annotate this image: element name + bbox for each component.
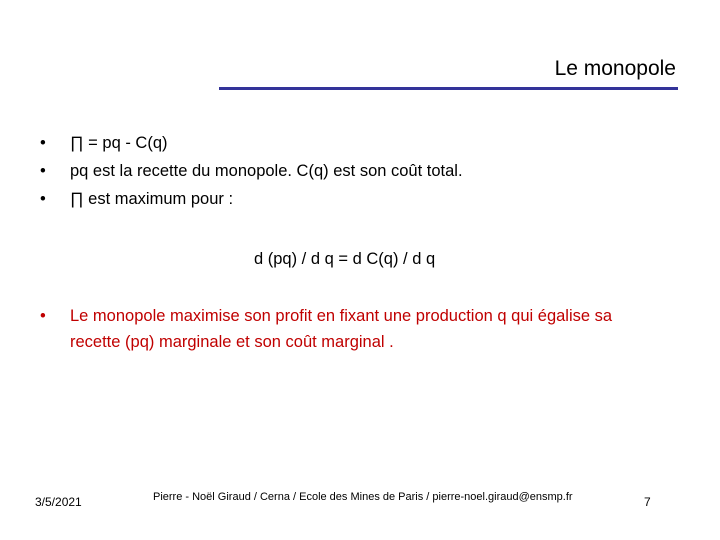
bullet-item-maximum [40,185,463,213]
bullet-list [40,129,463,213]
bullet-dot-icon: • [40,190,46,208]
footer-author: Pierre - Noël Giraud / Cerna / Ecole des Mines de Paris / pierre-noel.giraud@ensmp.fr [153,491,573,503]
bullet-item-profit [40,129,463,157]
bullet-dot-icon: • [40,134,46,152]
bullet-dot-icon: • [40,162,46,180]
conclusion-text: Le monopole maximise son profit en fixant une production q qui égalise sa recette (pq) marginale et son coût marginal . [70,307,613,351]
footer-date: 3/5/2021 [35,495,82,509]
title-underline [219,87,678,90]
slide-title: Le monopole [554,57,676,80]
equation: d (pq) / d q = d C(q) / d q [254,250,436,268]
page-number: 7 [644,495,651,509]
conclusion-list [40,303,660,355]
bullet-item-revenue [40,157,463,185]
bullet-dot-icon: • [40,307,46,325]
bullet-text: ∏ est maximum pour : [70,190,234,208]
conclusion-item [40,303,660,355]
bullet-text: ∏ = pq - C(q) [70,134,168,152]
bullet-text: pq est la recette du monopole. C(q) est son coût total. [70,162,463,180]
